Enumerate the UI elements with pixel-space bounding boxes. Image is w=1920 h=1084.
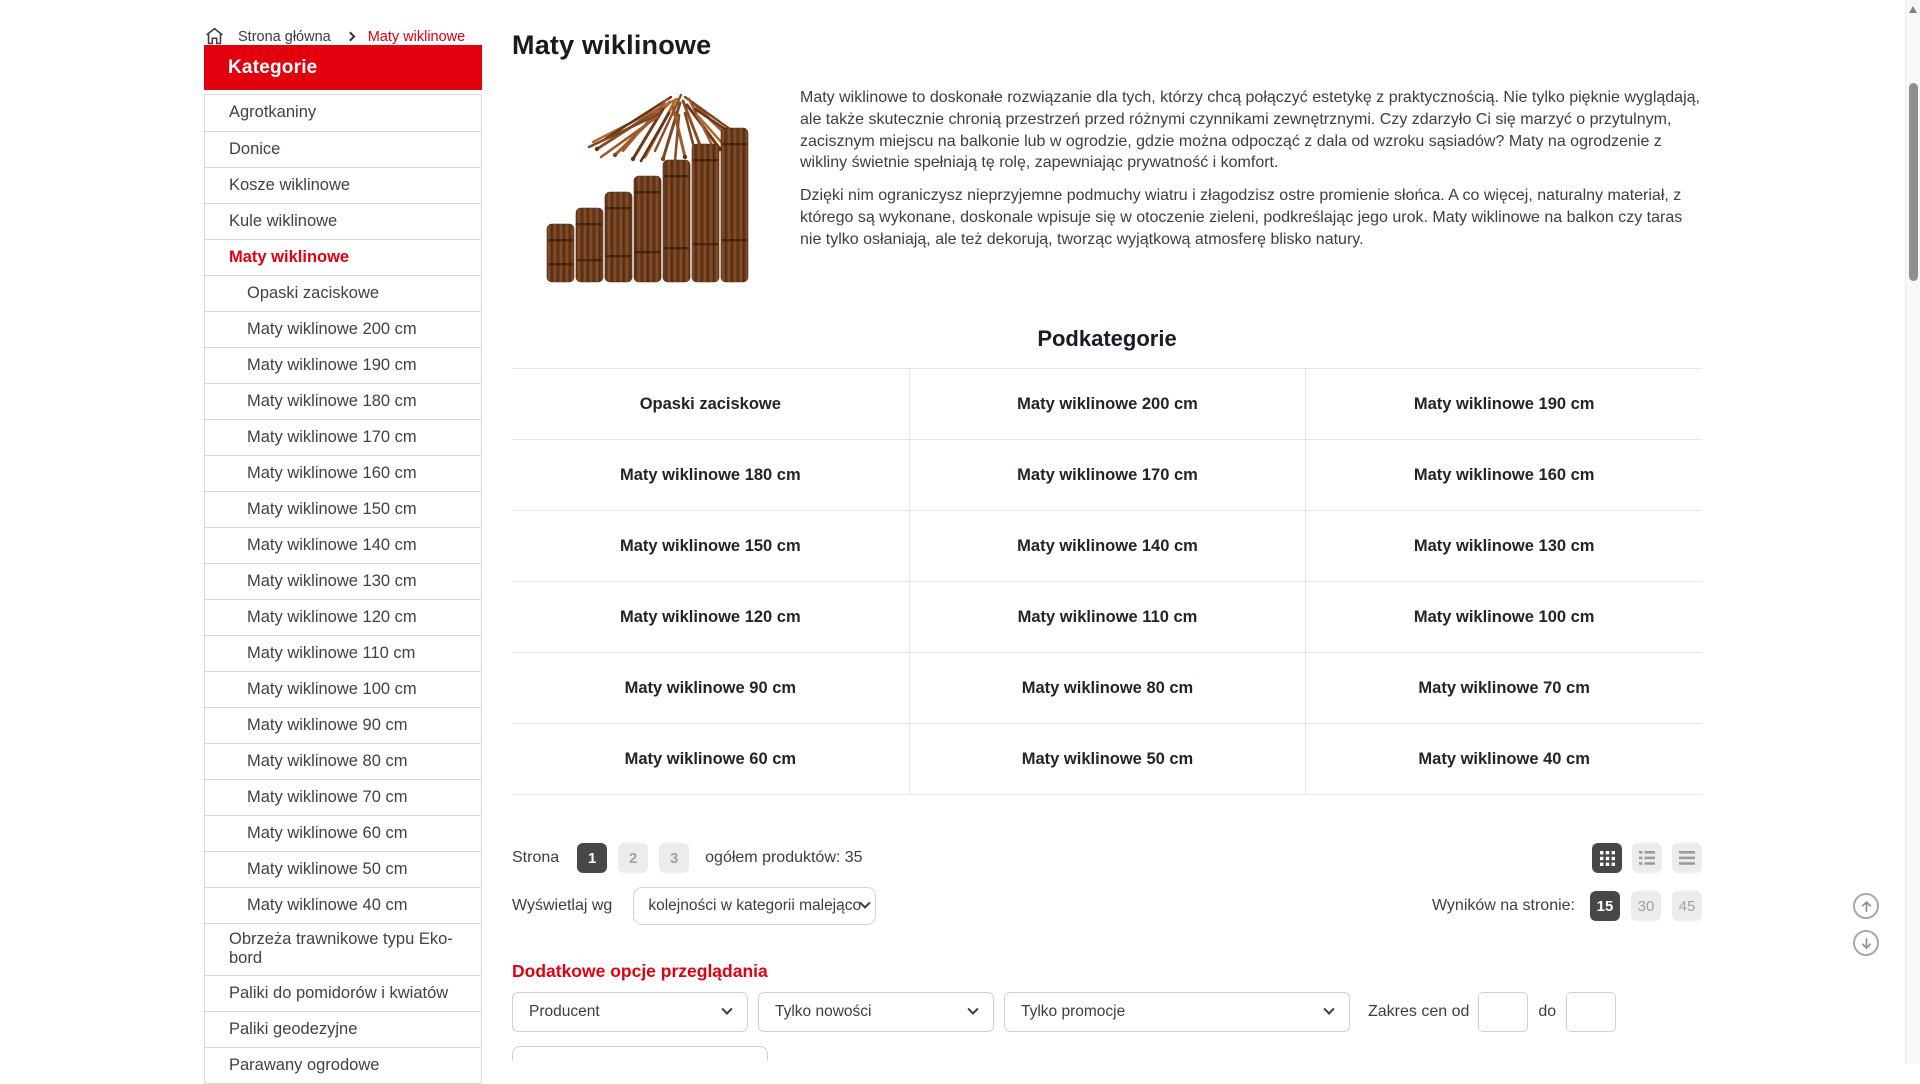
view-mode-buttons xyxy=(1592,843,1702,873)
sidebar-item[interactable]: Maty wiklinowe 120 cm xyxy=(205,599,481,635)
subcategory-cell[interactable]: Maty wiklinowe 80 cm xyxy=(909,653,1306,724)
subcategory-cell[interactable]: Maty wiklinowe 100 cm xyxy=(1305,582,1702,653)
sort-select[interactable] xyxy=(633,887,876,925)
sidebar-item[interactable]: Kosze wiklinowe xyxy=(205,167,481,203)
sidebar-item[interactable]: Maty wiklinowe 50 cm xyxy=(205,851,481,887)
view-list-button[interactable] xyxy=(1632,843,1662,873)
products-total: ogółem produktów: 35 xyxy=(705,849,863,866)
scrollbar-up-arrow-icon[interactable] xyxy=(1909,6,1917,13)
description-paragraph-2: Dzięki nim ograniczysz nieprzyjemne podmuchy wiatru i złagodzisz ostre promienie słońca. A co więcej, naturalny materiał, z którego są wykonane, doskonale wpisuje się w otoczenie zieleni, podkreślając jego urok. Maty wiklinowe na balkon czy taras nie tylko osłaniają, ale też dekorują, tworząc wyjątkową atmosferę blisko natury. xyxy=(800,187,1683,248)
filter-dropdown[interactable]: Tylko promocje xyxy=(1004,992,1350,1032)
sidebar-item[interactable]: Obrzeża trawnikowe typu Eko-bord xyxy=(205,923,481,975)
breadcrumb xyxy=(204,26,465,47)
sort-row xyxy=(512,887,1702,925)
arrow-up-icon xyxy=(1860,900,1873,913)
sidebar-item[interactable]: Maty wiklinowe 80 cm xyxy=(205,743,481,779)
sidebar-item[interactable]: Maty wiklinowe 180 cm xyxy=(205,383,481,419)
sidebar-item[interactable]: Maty wiklinowe 150 cm xyxy=(205,491,481,527)
page-number-button[interactable]: 2 xyxy=(618,843,648,873)
page-label: Strona xyxy=(512,849,560,866)
sidebar-item[interactable]: Paliki geodezyjne xyxy=(205,1011,481,1047)
sidebar-item[interactable]: Kule wiklinowe xyxy=(205,203,481,239)
pagination-toolbar xyxy=(512,843,1702,873)
sidebar-item[interactable]: Maty wiklinowe 100 cm xyxy=(205,671,481,707)
filter-dropdown-cutoff[interactable] xyxy=(512,1046,768,1060)
subcategory-cell[interactable]: Maty wiklinowe 110 cm xyxy=(909,582,1306,653)
per-page-button[interactable]: 30 xyxy=(1631,891,1661,921)
view-rows-button[interactable] xyxy=(1672,843,1702,873)
subcategory-cell[interactable]: Maty wiklinowe 130 cm xyxy=(1305,511,1702,582)
subcategory-cell[interactable]: Maty wiklinowe 120 cm xyxy=(512,582,909,653)
sidebar-title: Kategorie xyxy=(204,45,482,90)
per-page-button[interactable]: 15 xyxy=(1590,891,1620,921)
per-page-group xyxy=(1432,891,1702,921)
subcategory-cell[interactable]: Maty wiklinowe 140 cm xyxy=(909,511,1306,582)
subcategory-cell[interactable]: Maty wiklinowe 70 cm xyxy=(1305,653,1702,724)
subcategories-table xyxy=(512,368,1702,795)
home-icon[interactable] xyxy=(204,26,225,47)
sort-label: Wyświetlaj wg xyxy=(512,897,613,914)
sidebar-item[interactable]: Maty wiklinowe 70 cm xyxy=(205,779,481,815)
price-to-label: do xyxy=(1538,1003,1557,1020)
category-intro xyxy=(512,87,1702,282)
filter-dropdown[interactable]: Tylko nowości xyxy=(758,992,994,1032)
sidebar-item[interactable]: Parawany ogrodowe xyxy=(205,1047,481,1083)
breadcrumb-separator-icon xyxy=(345,32,355,42)
sidebar-item[interactable]: Maty wiklinowe 90 cm xyxy=(205,707,481,743)
sidebar-item[interactable]: Maty wiklinowe 200 cm xyxy=(205,311,481,347)
filter-row xyxy=(512,992,1702,1032)
sidebar-item[interactable]: Opaski zaciskowe xyxy=(205,275,481,311)
wicker-sticks xyxy=(589,95,743,161)
sidebar-item[interactable]: Maty wiklinowe xyxy=(205,239,481,275)
breadcrumb-home-link[interactable]: Strona główna xyxy=(238,28,331,45)
sidebar-item[interactable]: Maty wiklinowe 160 cm xyxy=(205,455,481,491)
subcategory-cell[interactable]: Opaski zaciskowe xyxy=(512,369,909,440)
subcategory-cell[interactable]: Maty wiklinowe 50 cm xyxy=(909,724,1306,795)
category-description xyxy=(800,87,1702,282)
category-sidebar xyxy=(204,45,482,1084)
grid-icon xyxy=(1600,851,1615,866)
sidebar-item[interactable]: Maty wiklinowe 40 cm xyxy=(205,887,481,923)
sidebar-item[interactable]: Maty wiklinowe 140 cm xyxy=(205,527,481,563)
subcategory-cell[interactable]: Maty wiklinowe 180 cm xyxy=(512,440,909,511)
sidebar-item[interactable]: Maty wiklinowe 60 cm xyxy=(205,815,481,851)
subcategory-cell[interactable]: Maty wiklinowe 200 cm xyxy=(909,369,1306,440)
per-page-button[interactable]: 45 xyxy=(1672,891,1702,921)
filter-dropdown[interactable]: Producent xyxy=(512,992,748,1032)
sidebar-category-list xyxy=(204,94,482,1084)
subcategory-cell[interactable]: Maty wiklinowe 170 cm xyxy=(909,440,1306,511)
scroll-fab-group xyxy=(1853,893,1879,956)
scrollbar-thumb[interactable] xyxy=(1909,83,1918,281)
page-title: Maty wiklinowe xyxy=(512,30,712,60)
price-from-input[interactable] xyxy=(1478,992,1528,1032)
price-from-label: Zakres cen od xyxy=(1368,1003,1470,1020)
subcategory-cell[interactable]: Maty wiklinowe 90 cm xyxy=(512,653,909,724)
chevron-down-icon xyxy=(721,1004,732,1015)
chevron-down-icon xyxy=(967,1004,978,1015)
sidebar-item[interactable]: Maty wiklinowe 130 cm xyxy=(205,563,481,599)
main-content xyxy=(512,0,1702,1060)
scroll-to-top-button[interactable] xyxy=(1853,893,1879,919)
category-product-image xyxy=(545,87,750,282)
sidebar-item[interactable]: Donice xyxy=(205,131,481,167)
scroll-to-bottom-button[interactable] xyxy=(1853,930,1879,956)
subcategories-heading: Podkategorie xyxy=(1037,326,1177,351)
arrow-down-icon xyxy=(1860,937,1873,950)
rows-icon xyxy=(1679,851,1695,865)
subcategory-cell[interactable]: Maty wiklinowe 160 cm xyxy=(1305,440,1702,511)
per-page-label: Wyników na stronie: xyxy=(1431,897,1575,914)
price-to-input[interactable] xyxy=(1566,992,1616,1032)
list-icon xyxy=(1639,851,1655,865)
breadcrumb-current: Maty wiklinowe xyxy=(367,28,466,45)
sidebar-item[interactable]: Maty wiklinowe 110 cm xyxy=(205,635,481,671)
page-number-button[interactable]: 1 xyxy=(577,843,607,873)
chevron-down-icon xyxy=(1323,1004,1334,1015)
scrollbar[interactable] xyxy=(1905,0,1920,1064)
view-grid-button[interactable] xyxy=(1592,843,1622,873)
sort-select-value: kolejności w kategorii malejąco xyxy=(648,897,862,914)
extra-filters-heading: Dodatkowe opcje przeglądania xyxy=(512,961,768,981)
subcategory-cell[interactable]: Maty wiklinowe 150 cm xyxy=(512,511,909,582)
chevron-down-icon xyxy=(859,898,870,909)
subcategory-cell[interactable]: Maty wiklinowe 60 cm xyxy=(512,724,909,795)
sidebar-item[interactable]: Maty wiklinowe 170 cm xyxy=(205,419,481,455)
description-paragraph-1: Maty wiklinowe to doskonałe rozwiązanie dla tych, którzy chcą połączyć estetykę z praktycznością. Nie tylko pięknie wyglądają, ale także skutecznie chronią przestrzeń przed różnymi czynnikami zewnętrznymi. Czy zdarzyło Ci się marzyć o przytulnym, zacisznym miejscu na balkonie lub w ogrodzie, gdzie można odpocząć z dala od wzroku sąsiadów? Maty na ogrodzenie z wikliny świetnie spełniają tę rolę, zapewniając prywatność i komfort. xyxy=(800,89,1700,172)
sidebar-item[interactable]: Agrotkaniny xyxy=(229,103,317,122)
page-number-button[interactable]: 3 xyxy=(659,843,689,873)
subcategory-cell[interactable]: Maty wiklinowe 40 cm xyxy=(1305,724,1702,795)
sidebar-item[interactable]: Paliki do pomidorów i kwiatów xyxy=(205,975,481,1011)
subcategory-cell[interactable]: Maty wiklinowe 190 cm xyxy=(1305,369,1702,440)
sidebar-item[interactable]: Maty wiklinowe 190 cm xyxy=(205,347,481,383)
